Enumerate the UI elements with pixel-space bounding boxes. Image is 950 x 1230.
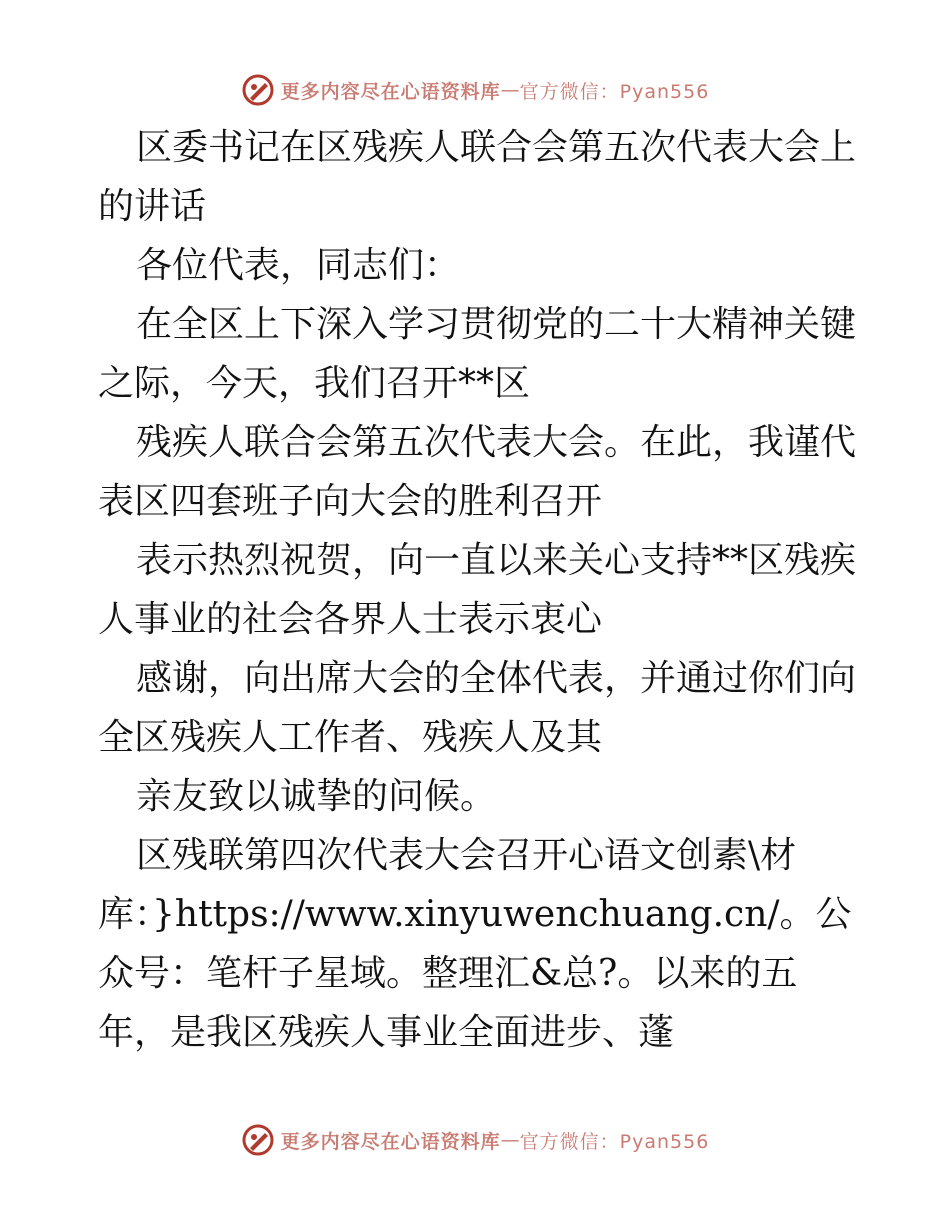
banner-separator: — — [500, 79, 520, 101]
paragraph: 在全区上下深入学习贯彻党的二十大精神关键之际，今天，我们召开**区 — [98, 304, 857, 404]
paragraph: 区残联第四次代表大会召开心语文创素\材库：}https://www.xinyuwenchuang.cn/。公众号：笔杆子星域。整理汇&总?。以来的五年，是我区残疾人事业全面进步、蓬 — [98, 835, 852, 1053]
banner-sub-text: 官方微信：Pyan556 — [519, 1130, 710, 1153]
brand-logo-icon — [241, 1123, 275, 1157]
document-body — [98, 118, 858, 1062]
brand-logo-icon — [241, 73, 275, 107]
salutation: 各位代表，同志们： — [136, 245, 461, 286]
banner-separator: — — [500, 1129, 520, 1151]
banner-main-text: 更多内容尽在心语资料库 — [280, 80, 501, 103]
document-title: 区委书记在区残疾人联合会第五次代表大会上的讲话 — [98, 127, 857, 227]
banner-main-text: 更多内容尽在心语资料库 — [280, 1130, 501, 1153]
paragraph: 感谢，向出席大会的全体代表，并通过你们向全区残疾人工作者、残疾人及其 — [98, 658, 857, 758]
banner-sub-text: 官方微信：Pyan556 — [519, 80, 710, 103]
paragraph: 表示热烈祝贺，向一直以来关心支持**区残疾人事业的社会各界人士表示衷心 — [98, 540, 857, 640]
paragraph: 残疾人联合会第五次代表大会。在此，我谨代表区四套班子向大会的胜利召开 — [98, 422, 857, 522]
footer-watermark-banner — [0, 1120, 950, 1160]
paragraph: 亲友致以诚挚的问候。 — [136, 776, 497, 817]
header-watermark-banner — [0, 70, 950, 110]
